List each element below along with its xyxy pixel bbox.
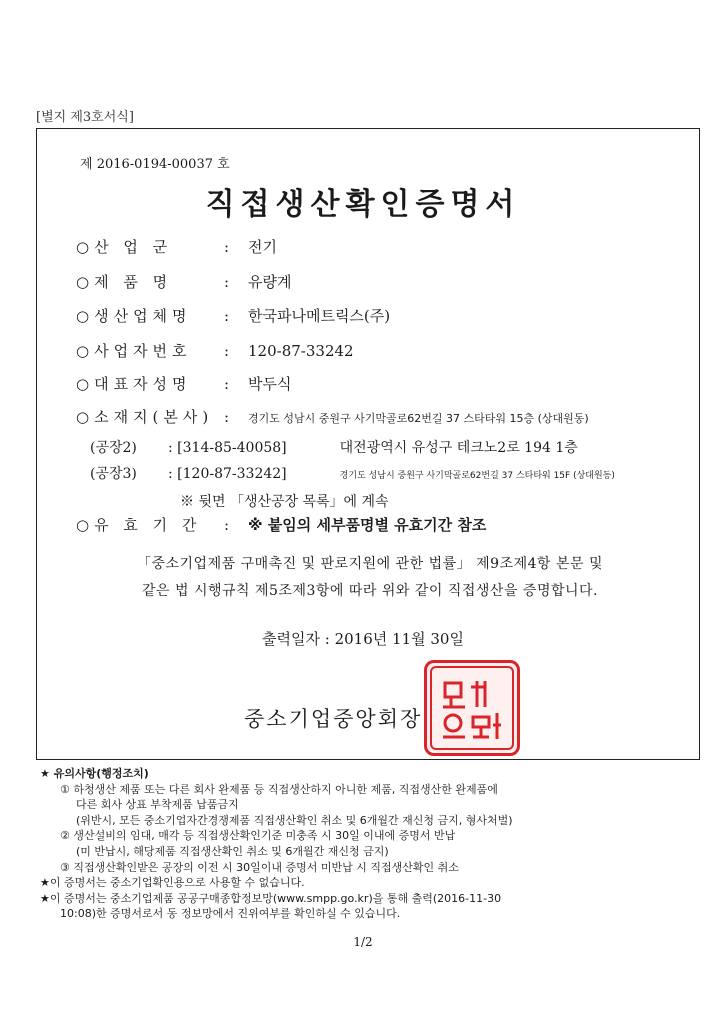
document-title: 직접생산확인증명서 [205,187,521,222]
note-line: ★이 증명서는 중소기업제품 공공구매종합정보망(www.smpp.go.kr)을 통해 출력(2016-11-30 [40,891,502,905]
law-text-line: 같은 법 시행규칙 제5조제3항에 따라 위와 같이 직접생산을 증명합니다. [141,583,599,599]
field-value: ※ 붙임의 세부품명별 유효기간 참조 [248,516,487,534]
factory-label: (공장2) [90,440,137,456]
issuer-name: 중소기업중앙회장 [244,707,423,731]
factory-label: (공장3) [90,466,137,482]
field-representative: ○대표자성명 : 박두식 [76,375,292,393]
field-value: 유량계 [248,273,292,291]
field-value: 한국파나메트릭스(주) [248,307,391,325]
seal-pattern-icon [437,673,507,743]
form-tag: [별지 제3호서식] [36,110,134,125]
field-label: ○생산업체명 [76,307,192,325]
field-value: 경기도 성남시 중원구 사기막골로62번길 37 스타타워 15층 (상대원동) [248,412,589,425]
field-label: ○사업자번호 [76,342,192,360]
note-line: 10:08)한 증명서로서 동 정보망에서 진위여부를 확인하실 수 있습니다. [60,907,401,921]
note-line: ③ 직접생산확인받은 공장의 이전 시 30일이내 증명서 미반납 시 직접생산확인 취소 [60,860,459,874]
field-label: ○유 효 기 간 [76,516,202,534]
field-label: ○제 품 명 [76,273,173,291]
field-label: ○대표자성명 [76,375,192,393]
factory-number: [120-87-33242] [177,466,287,482]
note-line: (미 반납시, 해당제품 직접생산확인 취소 및 6개월간 재신청 금지) [76,844,389,858]
note-line: 다른 회사 상표 부착제품 납품금지 [76,798,239,812]
note-line: ① 하청생산 제품 또는 다른 회사 완제품 등 직접생산하지 아니한 제품, 직접생산한 완제품에 [60,782,498,796]
note-line: ② 생산설비의 임대, 매각 등 직접생산확인기준 미충족 시 30일 이내에 증명서 반납 [60,829,456,843]
field-label: ○산 업 군 [76,238,173,256]
notes-section [40,766,513,922]
factory-number: [314-85-40058] [177,440,287,456]
note-line: (위반시, 모든 중소기업자간경쟁제품 직접생산확인 취소 및 6개월간 재신청 금지, 형사처벌) [76,813,513,827]
page-number: 1/2 [353,935,373,949]
factory-row: (공장3) : [120-87-33242] 경기도 성남시 중원구 사기막골로62번길 37 스타타워 15F (상대원동) [90,463,615,483]
factory-row: (공장2) : [314-85-40058] 대전광역시 유성구 테크노2로 194 1층 [90,437,578,457]
field-value: 박두식 [248,375,292,393]
certificate-number: 제 2016-0194-00037 호 [80,157,230,172]
notes-heading: ★ 유의사항(행정조치) [40,767,149,780]
field-hq-address: ○소재지(본사) : 경기도 성남시 중원구 사기막골로62번길 37 스타타워 15층 (상대원동) [76,408,589,426]
output-date: 출력일자 : 2016년 11월 30일 [262,630,464,648]
law-text-line: 「중소기업제품 구매촉진 및 판로지원에 관한 법률」 제9조제4항 본문 및 [136,556,604,572]
factory-address: 대전광역시 유성구 테크노2로 194 1층 [339,440,578,456]
official-seal [424,660,520,756]
field-product: ○제 품 명 : 유량계 [76,273,292,291]
field-value: 전기 [248,238,277,256]
factory-address: 경기도 성남시 중원구 사기막골로62번길 37 스타타워 15F (상대원동) [339,471,615,481]
field-label: ○소재지(본사) [76,408,214,426]
field-business-number: ○사업자번호 : 120-87-33242 [76,342,354,360]
field-value: 120-87-33242 [248,342,354,360]
field-company: ○생산업체명 : 한국파나메트릭스(주) [76,307,391,325]
note-line: ★이 증명서는 중소기업확인용으로 사용할 수 없습니다. [40,876,305,890]
field-validity: ○유 효 기 간 : ※ 붙임의 세부품명별 유효기간 참조 [76,516,487,534]
continued-note: ※ 뒷면 「생산공장 목록」에 계속 [180,494,389,510]
field-industry: ○산 업 군 : 전기 [76,238,277,256]
